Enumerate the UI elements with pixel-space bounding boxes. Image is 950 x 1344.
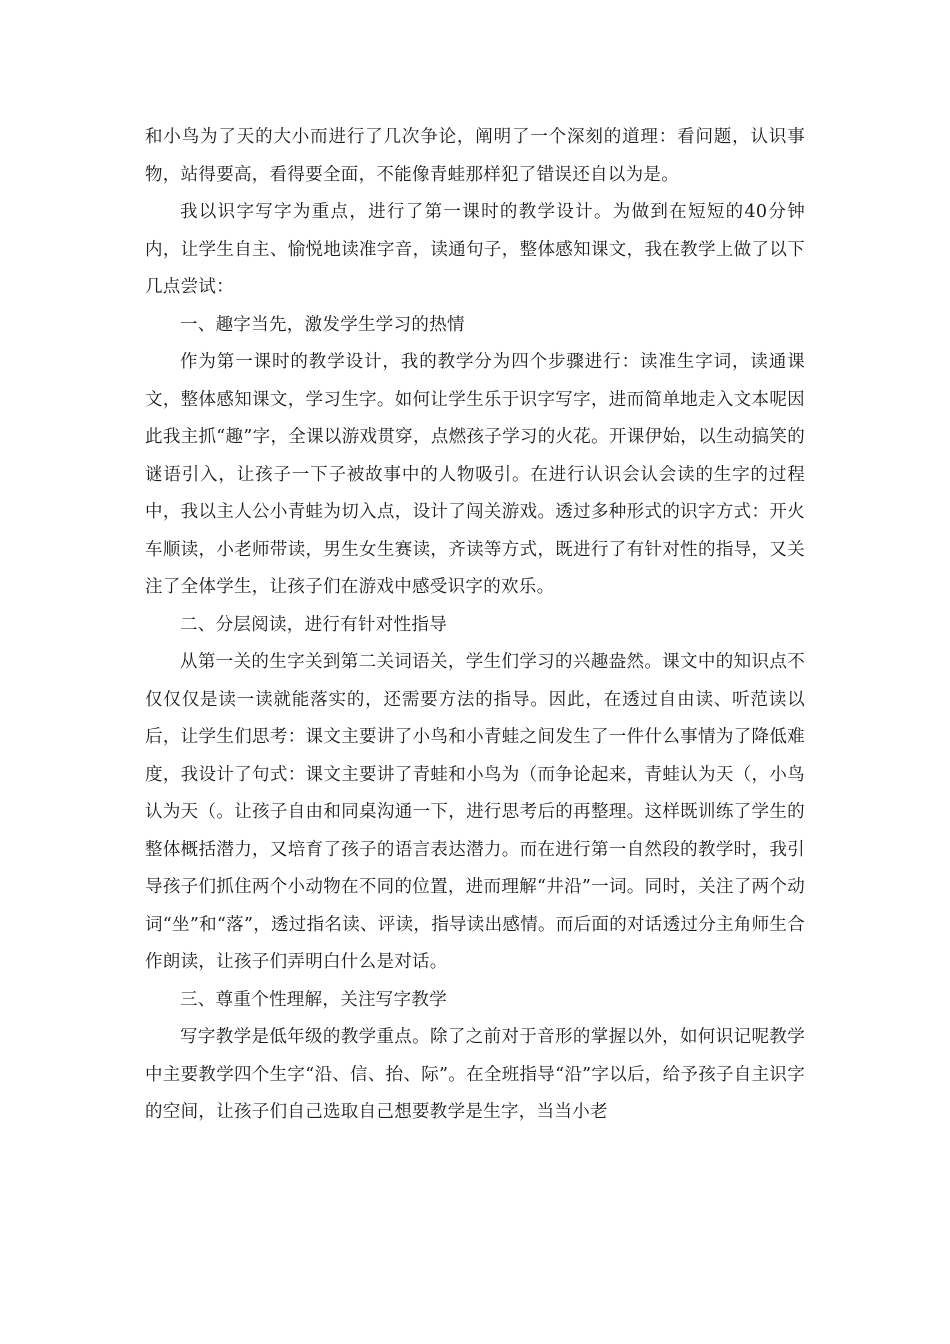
section-heading-2: 二、分层阅读，进行有针对性指导 bbox=[180, 614, 447, 635]
document-body bbox=[145, 119, 805, 1132]
paragraph-intro-continued: 和小鸟为了天的大小而进行了几次争论，阐明了一个深刻的道理：看问题，认识事物，站得要高，看得要全面，不能像青蛙那样犯了错误还自以为是。 bbox=[145, 127, 805, 185]
paragraph-section-3: 写字教学是低年级的教学重点。除了之前对于音形的掌握以外，如何识记呢教学中主要教学四个生字“沿、信、抬、际”。在全班指导“沿”字以后，给予孩子自主识字的空间，让孩子们自己选取自己想要教学是生字，当当小老 bbox=[145, 1027, 805, 1122]
paragraph-teaching-design: 我以识字写字为重点，进行了第一课时的教学设计。为做到在短短的40分钟内，让学生自主、愉悦地读准字音，读通句子，整体感知课文，我在教学上做了以下几点尝试： bbox=[145, 202, 805, 297]
paragraph-section-1: 作为第一课时的教学设计，我的教学分为四个步骤进行：读准生字词，读通课文，整体感知课文，学习生字。如何让学生乐于识字写字，进而简单地走入文本呢因此我主抓“趣”字，全课以游戏贯穿，点燃孩子学习的火花。开课伊始，以生动搞笑的谜语引入，让孩子一下子被故事中的人物吸引。在进行认识会认会读的生字的过程中，我以主人公小青蛙为切入点，设计了闯关游戏。透过多种形式的识字方式：开火车顺读，小老师带读，男生女生赛读，齐读等方式，既进行了有针对性的指导，又关注了全体学生，让孩子们在游戏中感受识字的欢乐。 bbox=[145, 352, 805, 597]
section-heading-3: 三、尊重个性理解，关注写字教学 bbox=[180, 989, 447, 1010]
section-heading-1: 一、趣字当先，激发学生学习的热情 bbox=[180, 314, 465, 335]
paragraph-section-2: 从第一关的生字关到第二关词语关，学生们学习的兴趣盎然。课文中的知识点不仅仅仅是读一读就能落实的，还需要方法的指导。因此，在透过自由读、听范读以后，让学生们思考：课文主要讲了小鸟和小青蛙之间发生了一件什么事情为了降低难度，我设计了句式：课文主要讲了青蛙和小鸟为（而争论起来，青蛙认为天（，小鸟认为天（。让孩子自由和同桌沟通一下，进行思考后的再整理。这样既训练了学生的整体概括潜力，又培育了孩子的语言表达潜力。而在进行第一自然段的教学时，我引导孩子们抓住两个小动物在不同的位置，进而理解“井沿”一词。同时，关注了两个动词“坐”和“落”，透过指名读、评读，指导读出感情。而后面的对话透过分主角师生合作朗读，让孩子们弄明白什么是对话。 bbox=[145, 652, 805, 972]
